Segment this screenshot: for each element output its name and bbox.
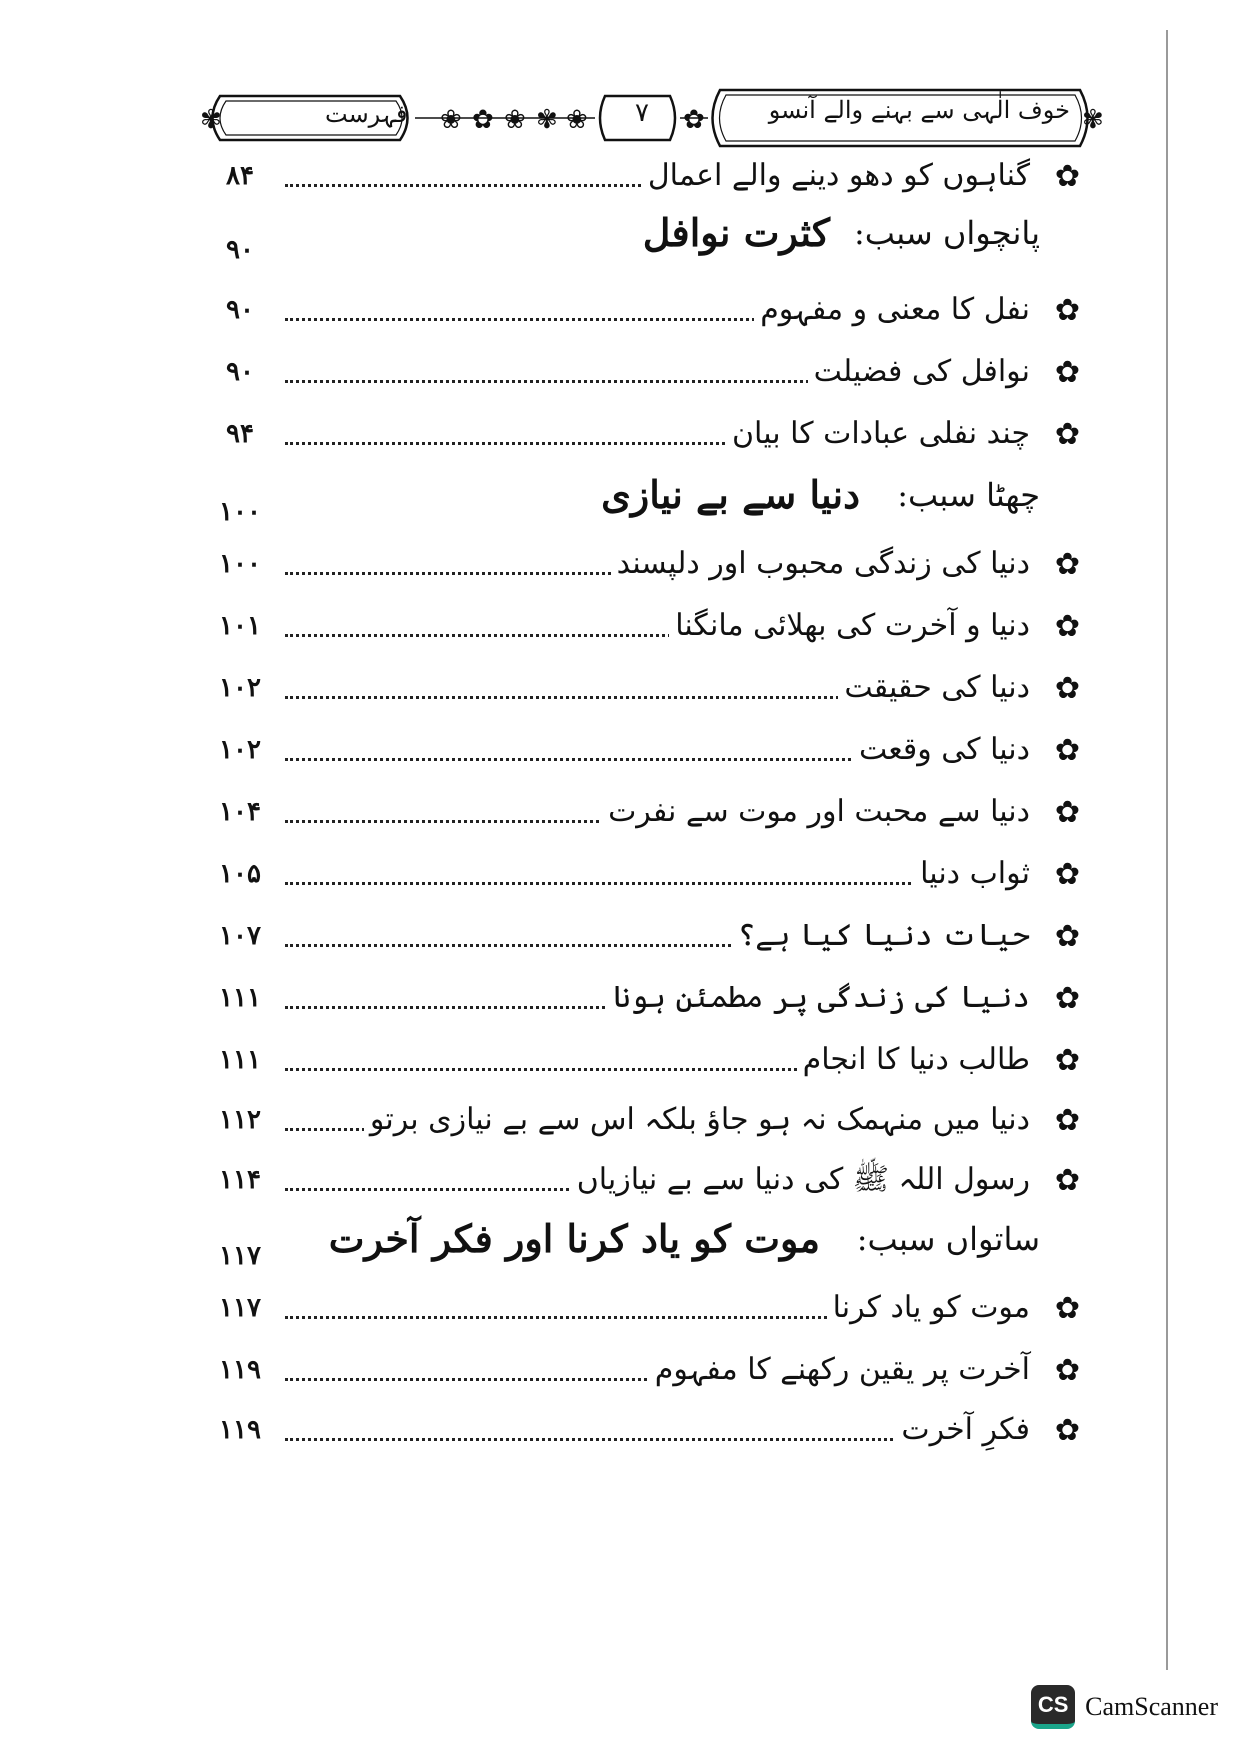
toc-page-number: ۹۰	[226, 295, 254, 325]
flower-bullet-icon: ✿	[1054, 733, 1080, 768]
svg-text:✿: ✿	[472, 105, 494, 135]
toc-page-number: ۱۱۱	[219, 1045, 261, 1075]
toc-item-row	[200, 846, 1080, 906]
toc-item-row	[200, 1092, 1080, 1152]
camscanner-watermark	[1031, 1682, 1218, 1732]
toc-item-row	[200, 406, 1080, 466]
toc-page-number: ۱۱۷	[219, 1293, 261, 1323]
toc-item-title: حیات دنیا کیا ہے؟	[732, 914, 1030, 958]
toc-item-title: فکرِ آخرت	[895, 1408, 1030, 1452]
svg-text:✾: ✾	[1082, 105, 1104, 135]
flower-bullet-icon: ✿	[1054, 1043, 1080, 1078]
toc-page-number: ۹۰	[226, 357, 254, 387]
toc-item-row	[200, 970, 1080, 1030]
camscanner-logo-icon: CS	[1031, 1685, 1075, 1729]
flower-bullet-icon: ✿	[1054, 293, 1080, 328]
toc-item-title: رسول اللہ ﷺ کی دنیا سے بے نیازیاں	[571, 1158, 1030, 1202]
toc-page-number: ۱۱۹	[219, 1355, 261, 1385]
flower-bullet-icon: ✿	[1054, 981, 1080, 1016]
toc-page-number: ۱۱۹	[219, 1415, 261, 1445]
flower-bullet-icon: ✿	[1054, 857, 1080, 892]
svg-text:❀: ❀	[440, 105, 462, 135]
toc-item-title: دنیا سے محبت اور موت سے نفرت	[602, 790, 1030, 834]
toc-section-row	[200, 210, 1080, 274]
flower-bullet-icon: ✿	[1054, 1103, 1080, 1138]
toc-page-number: ۱۰۷	[219, 921, 261, 951]
toc-page-number: ۱۰۲	[219, 673, 261, 703]
toc-item-title: دنیا و آخرت کی بھلائی مانگنا	[669, 604, 1030, 648]
svg-text:❀: ❀	[566, 105, 588, 135]
toc-item-title: چند نفلی عبادات کا بیان	[726, 412, 1030, 456]
flower-bullet-icon: ✿	[1054, 1353, 1080, 1388]
svg-text:❀: ❀	[504, 105, 526, 135]
flower-bullet-icon: ✿	[1054, 919, 1080, 954]
toc-item-row	[200, 148, 1080, 208]
toc-item-row	[200, 660, 1080, 720]
header-section-title: فہرست	[325, 100, 408, 128]
toc-item-row	[200, 1152, 1080, 1212]
toc-page-number: ۱۱۷	[219, 1241, 261, 1271]
toc-section-row	[200, 1216, 1080, 1280]
toc-page-number: ۱۰۰	[219, 497, 261, 527]
toc-item-title: دنیا کی حقیقت	[838, 666, 1030, 710]
toc-page-number: ۱۱۴	[219, 1165, 261, 1195]
flower-bullet-icon: ✿	[1054, 671, 1080, 706]
toc-item-row	[200, 784, 1080, 844]
section-label: چھٹا سبب:	[897, 476, 1040, 514]
toc-item-title: دنیا میں منہمک نہ ہو جاؤ بلکہ اس سے بے نیازی برتو	[364, 1098, 1030, 1142]
toc-item-row	[200, 722, 1080, 782]
toc-item-row	[200, 536, 1080, 596]
section-heading: موت کو یاد کرنا اور فکر آخرت	[328, 1216, 820, 1261]
toc-item-title: نفل کا معنی و مفہوم	[754, 288, 1030, 332]
toc-page-number: ۱۱۲	[219, 1105, 261, 1135]
toc-item-row	[200, 1402, 1080, 1462]
toc-page-number: ۹۰	[226, 235, 254, 265]
flower-bullet-icon: ✿	[1054, 1413, 1080, 1448]
header-page-number: ۷	[635, 98, 649, 128]
toc-item-row	[200, 1032, 1080, 1092]
flower-bullet-icon: ✿	[1054, 547, 1080, 582]
toc-item-row	[200, 282, 1080, 342]
toc-item-row	[200, 1342, 1080, 1402]
toc-item-title: گناہوں کو دھو دینے والے اعمال	[642, 154, 1030, 198]
flower-bullet-icon: ✿	[1054, 355, 1080, 390]
section-heading: کثرت نوافل	[642, 210, 830, 255]
camscanner-name: CamScanner	[1085, 1692, 1218, 1721]
toc-item-row	[200, 908, 1080, 968]
toc-page-number: ۸۴	[226, 161, 254, 191]
toc-item-row	[200, 1280, 1080, 1340]
scan-page-edge	[1166, 30, 1168, 1670]
toc-item-title: نوافل کی فضیلت	[808, 350, 1030, 394]
flower-bullet-icon: ✿	[1054, 159, 1080, 194]
svg-text:✾: ✾	[536, 105, 558, 135]
toc-item-title: موت کو یاد کرنا	[827, 1286, 1030, 1330]
toc-page-number: ۱۰۱	[219, 611, 261, 641]
section-label: ساتواں سبب:	[856, 1220, 1040, 1258]
toc-page-number: ۱۰۲	[219, 735, 261, 765]
section-label: پانچواں سبب:	[854, 214, 1040, 252]
toc-item-title: دنیا کی زندگی پر مطمئن ہونا	[607, 976, 1030, 1020]
toc-item-row	[200, 344, 1080, 404]
flower-bullet-icon: ✿	[1054, 609, 1080, 644]
toc-item-title: دنیا کی زندگی محبوب اور دلپسند	[611, 542, 1030, 586]
svg-text:✿: ✿	[683, 105, 705, 135]
page-header	[200, 78, 1104, 158]
flower-bullet-icon: ✿	[1054, 1291, 1080, 1326]
flower-bullet-icon: ✿	[1054, 417, 1080, 452]
toc-item-title: آخرت پر یقین رکھنے کا مفہوم	[649, 1348, 1030, 1392]
toc-page-number: ۱۰۵	[219, 859, 261, 889]
toc-page-number: ۱۰۴	[219, 797, 261, 827]
flower-bullet-icon: ✿	[1054, 795, 1080, 830]
toc-section-row	[200, 472, 1080, 536]
toc-item-title: طالب دنیا کا انجام	[797, 1038, 1030, 1082]
section-heading: دنیا سے بے نیازی	[601, 472, 860, 517]
toc-page-number: ۹۴	[226, 419, 254, 449]
flower-bullet-icon: ✿	[1054, 1163, 1080, 1198]
toc-page-number: ۱۰۰	[219, 549, 261, 579]
toc-page-number: ۱۱۱	[219, 983, 261, 1013]
toc-item-row	[200, 598, 1080, 658]
svg-text:✾: ✾	[200, 105, 222, 135]
toc-item-title: ثواب دنیا	[914, 852, 1030, 896]
toc-item-title: دنیا کی وقعت	[853, 728, 1030, 772]
header-book-title: خوف الٰہی سے بہنے والے آنسو	[768, 96, 1070, 124]
